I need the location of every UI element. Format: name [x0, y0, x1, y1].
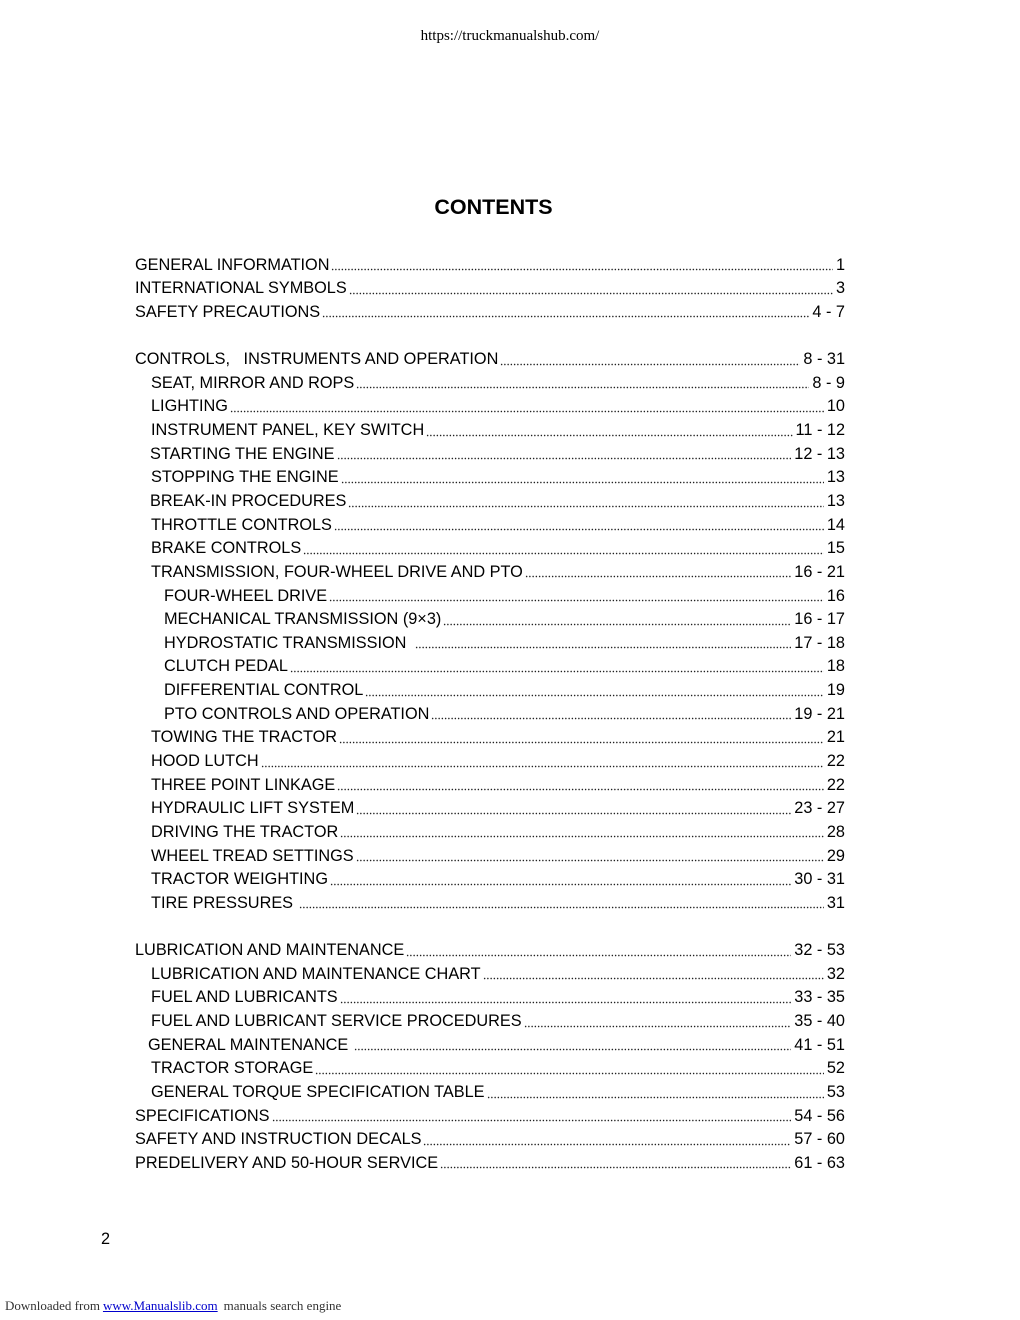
toc-entry-seat-mirror-and-rops: [135, 372, 845, 396]
dot-leader: [334, 514, 824, 538]
dot-leader: [483, 963, 824, 987]
toc-entry-brake-controls: [135, 537, 845, 561]
dot-leader: [337, 443, 792, 467]
toc-entry-label: CONTROLS, INSTRUMENTS AND OPERATION: [135, 350, 499, 369]
toc-entry-transmission-four-wheel-drive-and-pto: [135, 561, 845, 585]
toc-entry-label: TOWING THE TRACTOR: [151, 728, 338, 747]
dot-leader: [431, 703, 791, 727]
toc-entry-label: STOPPING THE ENGINE: [151, 468, 339, 487]
toc-entry-label: LUBRICATION AND MAINTENANCE CHART: [151, 964, 481, 983]
toc-entry-label: GENERAL MAINTENANCE: [148, 1035, 349, 1054]
dot-leader: [423, 1128, 791, 1152]
toc-section: [135, 939, 845, 1175]
toc-page-number: 41 - 51: [794, 1035, 845, 1054]
toc-page-number: 3: [835, 279, 845, 298]
toc-entry-label: INSTRUMENT PANEL, KEY SWITCH: [151, 421, 425, 440]
toc-page-number: 11 - 12: [795, 421, 845, 440]
toc-entry-label: FUEL AND LUBRICANTS: [151, 988, 338, 1007]
toc-entry-safety-and-instruction-decals: [135, 1128, 845, 1152]
dot-leader: [354, 1034, 791, 1058]
toc-entry-towing-the-tractor: [135, 726, 845, 750]
dot-leader: [365, 679, 824, 703]
toc-entry-tractor-weighting: [135, 868, 845, 892]
toc-entry-label: GENERAL INFORMATION: [135, 255, 330, 274]
dot-leader: [330, 868, 791, 892]
toc-entry-label: INTERNATIONAL SYMBOLS: [135, 279, 347, 298]
dot-leader: [329, 585, 824, 609]
manualslib-link[interactable]: www.Manualslib.com: [102, 1298, 218, 1313]
page-title: CONTENTS: [434, 194, 553, 219]
toc-page-number: 4 - 7: [812, 302, 845, 321]
dot-leader: [406, 939, 791, 963]
page-number: 2: [101, 1229, 111, 1248]
footer-prefix: Downloaded from: [5, 1298, 100, 1313]
dot-leader: [299, 892, 824, 916]
toc-page-number: 23 - 27: [794, 799, 845, 818]
dot-leader: [348, 490, 824, 514]
toc-entry-label: TRACTOR WEIGHTING: [151, 870, 328, 889]
dot-leader: [525, 561, 792, 585]
toc-page-number: 32 - 53: [794, 941, 845, 960]
toc-section: [135, 254, 845, 325]
toc-entry-throttle-controls: [135, 514, 845, 538]
dot-leader: [340, 986, 792, 1010]
toc-entry-hood-lutch: [135, 750, 845, 774]
toc-entry-label: MECHANICAL TRANSMISSION (9×3): [164, 610, 442, 629]
dot-leader: [339, 726, 824, 750]
toc-page-number: 29: [826, 846, 845, 865]
toc-entry-label: WHEEL TREAD SETTINGS: [151, 846, 354, 865]
toc-entry-label: CLUTCH PEDAL: [164, 657, 288, 676]
toc-entry-three-point-linkage: [135, 774, 845, 798]
toc-page-number: 14: [826, 515, 845, 534]
dot-leader: [230, 395, 824, 419]
toc-entry-specifications: [135, 1105, 845, 1129]
table-of-contents: [135, 254, 845, 1176]
dot-leader: [356, 797, 791, 821]
dot-leader: [322, 301, 809, 325]
dot-leader: [500, 348, 800, 372]
toc-page-number: 21: [826, 728, 845, 747]
dot-leader: [261, 750, 824, 774]
toc-entry-label: TRACTOR STORAGE: [151, 1059, 314, 1078]
toc-entry-predelivery-and-50-hour-service: [135, 1152, 845, 1176]
toc-entry-instrument-panel-key-switch: [135, 419, 845, 443]
dot-leader: [272, 1105, 792, 1129]
toc-page-number: 16: [826, 586, 845, 605]
dot-leader: [303, 537, 824, 561]
dot-leader: [524, 1010, 792, 1034]
dot-leader: [356, 845, 824, 869]
toc-entry-label: SPECIFICATIONS: [135, 1106, 270, 1125]
toc-page-number: 54 - 56: [794, 1106, 845, 1125]
toc-entry-general-torque-specification-table: [135, 1081, 845, 1105]
toc-page-number: 1: [835, 255, 845, 274]
toc-page-number: 15: [826, 539, 845, 558]
toc-entry-hydrostatic-transmission: [135, 632, 845, 656]
toc-entry-label: HYDROSTATIC TRANSMISSION: [164, 633, 407, 652]
toc-entry-label: TRANSMISSION, FOUR-WHEEL DRIVE AND PTO: [151, 562, 523, 581]
footer-suffix: manuals search engine: [223, 1298, 342, 1313]
toc-entry-lubrication-and-maintenance: [135, 939, 845, 963]
toc-page-number: 12 - 13: [794, 444, 845, 463]
toc-page-number: 33 - 35: [794, 988, 845, 1007]
toc-entry-differential-control: [135, 679, 845, 703]
toc-entry-lubrication-and-maintenance-chart: [135, 963, 845, 987]
toc-page-number: 28: [826, 822, 845, 841]
toc-entry-general-maintenance: [135, 1034, 845, 1058]
dot-leader: [290, 655, 824, 679]
toc-entry-starting-the-engine: [135, 443, 845, 467]
toc-page-number: 35 - 40: [794, 1012, 845, 1031]
toc-entry-label: DRIVING THE TRACTOR: [151, 822, 339, 841]
toc-page-number: 16 - 21: [794, 562, 845, 581]
toc-page-number: 18: [826, 657, 845, 676]
toc-entry-driving-the-tractor: [135, 821, 845, 845]
toc-entry-fuel-and-lubricants: [135, 986, 845, 1010]
toc-entry-label: SAFETY AND INSTRUCTION DECALS: [135, 1130, 422, 1149]
toc-page-number: 53: [826, 1083, 845, 1102]
toc-page-number: 10: [826, 397, 845, 416]
toc-entry-label: HYDRAULIC LIFT SYSTEM: [151, 799, 355, 818]
dot-leader: [440, 1152, 791, 1176]
toc-page-number: 32: [826, 964, 845, 983]
toc-page-number: 61 - 63: [794, 1153, 845, 1172]
toc-page-number: 22: [826, 752, 845, 771]
toc-entry-wheel-tread-settings: [135, 845, 845, 869]
toc-entry-label: STARTING THE ENGINE: [150, 444, 335, 463]
toc-entry-label: TIRE PRESSURES: [151, 893, 294, 912]
dot-leader: [340, 821, 824, 845]
dot-leader: [315, 1057, 824, 1081]
toc-entry-label: BREAK-IN PROCEDURES: [150, 492, 347, 510]
toc-page-number: 19: [826, 681, 845, 700]
toc-entry-break-in-procedures: [135, 490, 845, 514]
toc-entry-label: SAFETY PRECAUTIONS: [135, 302, 321, 321]
toc-entry-label: FOUR-WHEEL DRIVE: [164, 586, 328, 605]
toc-entry-label: PTO CONTROLS AND OPERATION: [164, 704, 430, 723]
toc-entry-safety-precautions: [135, 301, 845, 325]
toc-entry-general-information: [135, 254, 845, 278]
toc-page-number: 13: [826, 468, 845, 487]
toc-entry-mechanical-transmission: [135, 608, 845, 632]
dot-leader: [426, 419, 792, 443]
dot-leader: [349, 277, 833, 301]
toc-page-number: 8 - 9: [812, 373, 845, 392]
toc-entry-label: GENERAL TORQUE SPECIFICATION TABLE: [151, 1083, 485, 1102]
toc-entry-label: LIGHTING: [151, 397, 228, 416]
source-url-header: https://truckmanualshub.com/: [420, 28, 600, 44]
toc-entry-label: HOOD LUTCH: [151, 752, 259, 771]
dot-leader: [443, 608, 791, 632]
dot-leader: [487, 1081, 824, 1105]
toc-entry-fuel-and-lubricant-service-procedures: [135, 1010, 845, 1034]
toc-page-number: 57 - 60: [794, 1130, 845, 1149]
toc-page-number: 13: [826, 492, 845, 510]
toc-entry-label: FUEL AND LUBRICANT SERVICE PROCEDURES: [151, 1012, 522, 1031]
dot-leader: [337, 774, 824, 798]
toc-page-number: 16 - 17: [794, 610, 845, 629]
toc-entry-four-wheel-drive: [135, 585, 845, 609]
dot-leader: [341, 466, 824, 490]
toc-entry-clutch-pedal: [135, 655, 845, 679]
toc-page-number: 52: [826, 1059, 845, 1078]
toc-entry-label: SEAT, MIRROR AND ROPS: [151, 373, 355, 392]
download-footer: [5, 1298, 341, 1314]
toc-page-number: 31: [826, 893, 845, 912]
dot-leader: [331, 254, 832, 278]
toc-entry-tire-pressures: [135, 892, 845, 916]
toc-entry-tractor-storage: [135, 1057, 845, 1081]
dot-leader: [356, 372, 809, 396]
toc-entry-label: THREE POINT LINKAGE: [151, 775, 336, 794]
toc-entry-label: THROTTLE CONTROLS: [151, 515, 332, 534]
toc-page-number: 30 - 31: [794, 870, 845, 889]
toc-page-number: 22: [826, 775, 845, 794]
toc-entry-label: LUBRICATION AND MAINTENANCE: [135, 941, 405, 960]
toc-entry-label: DIFFERENTIAL CONTROL: [164, 681, 364, 700]
toc-entry-hydraulic-lift-system: [135, 797, 845, 821]
toc-page-number: 17 - 18: [794, 633, 845, 652]
toc-entry-lighting: [135, 395, 845, 419]
toc-entry-international-symbols: [135, 277, 845, 301]
toc-entry-stopping-the-engine: [135, 466, 845, 490]
toc-page-number: 8 - 31: [803, 350, 845, 369]
toc-page-number: 19 - 21: [794, 704, 845, 723]
toc-entry-label: BRAKE CONTROLS: [151, 539, 302, 558]
toc-entry-label: PREDELIVERY AND 50-HOUR SERVICE: [135, 1153, 439, 1172]
dot-leader: [415, 632, 791, 656]
toc-entry-controls-instruments-and-operation: [135, 348, 845, 372]
toc-entry-pto-controls-and-operation: [135, 703, 845, 727]
toc-section: [135, 348, 845, 915]
